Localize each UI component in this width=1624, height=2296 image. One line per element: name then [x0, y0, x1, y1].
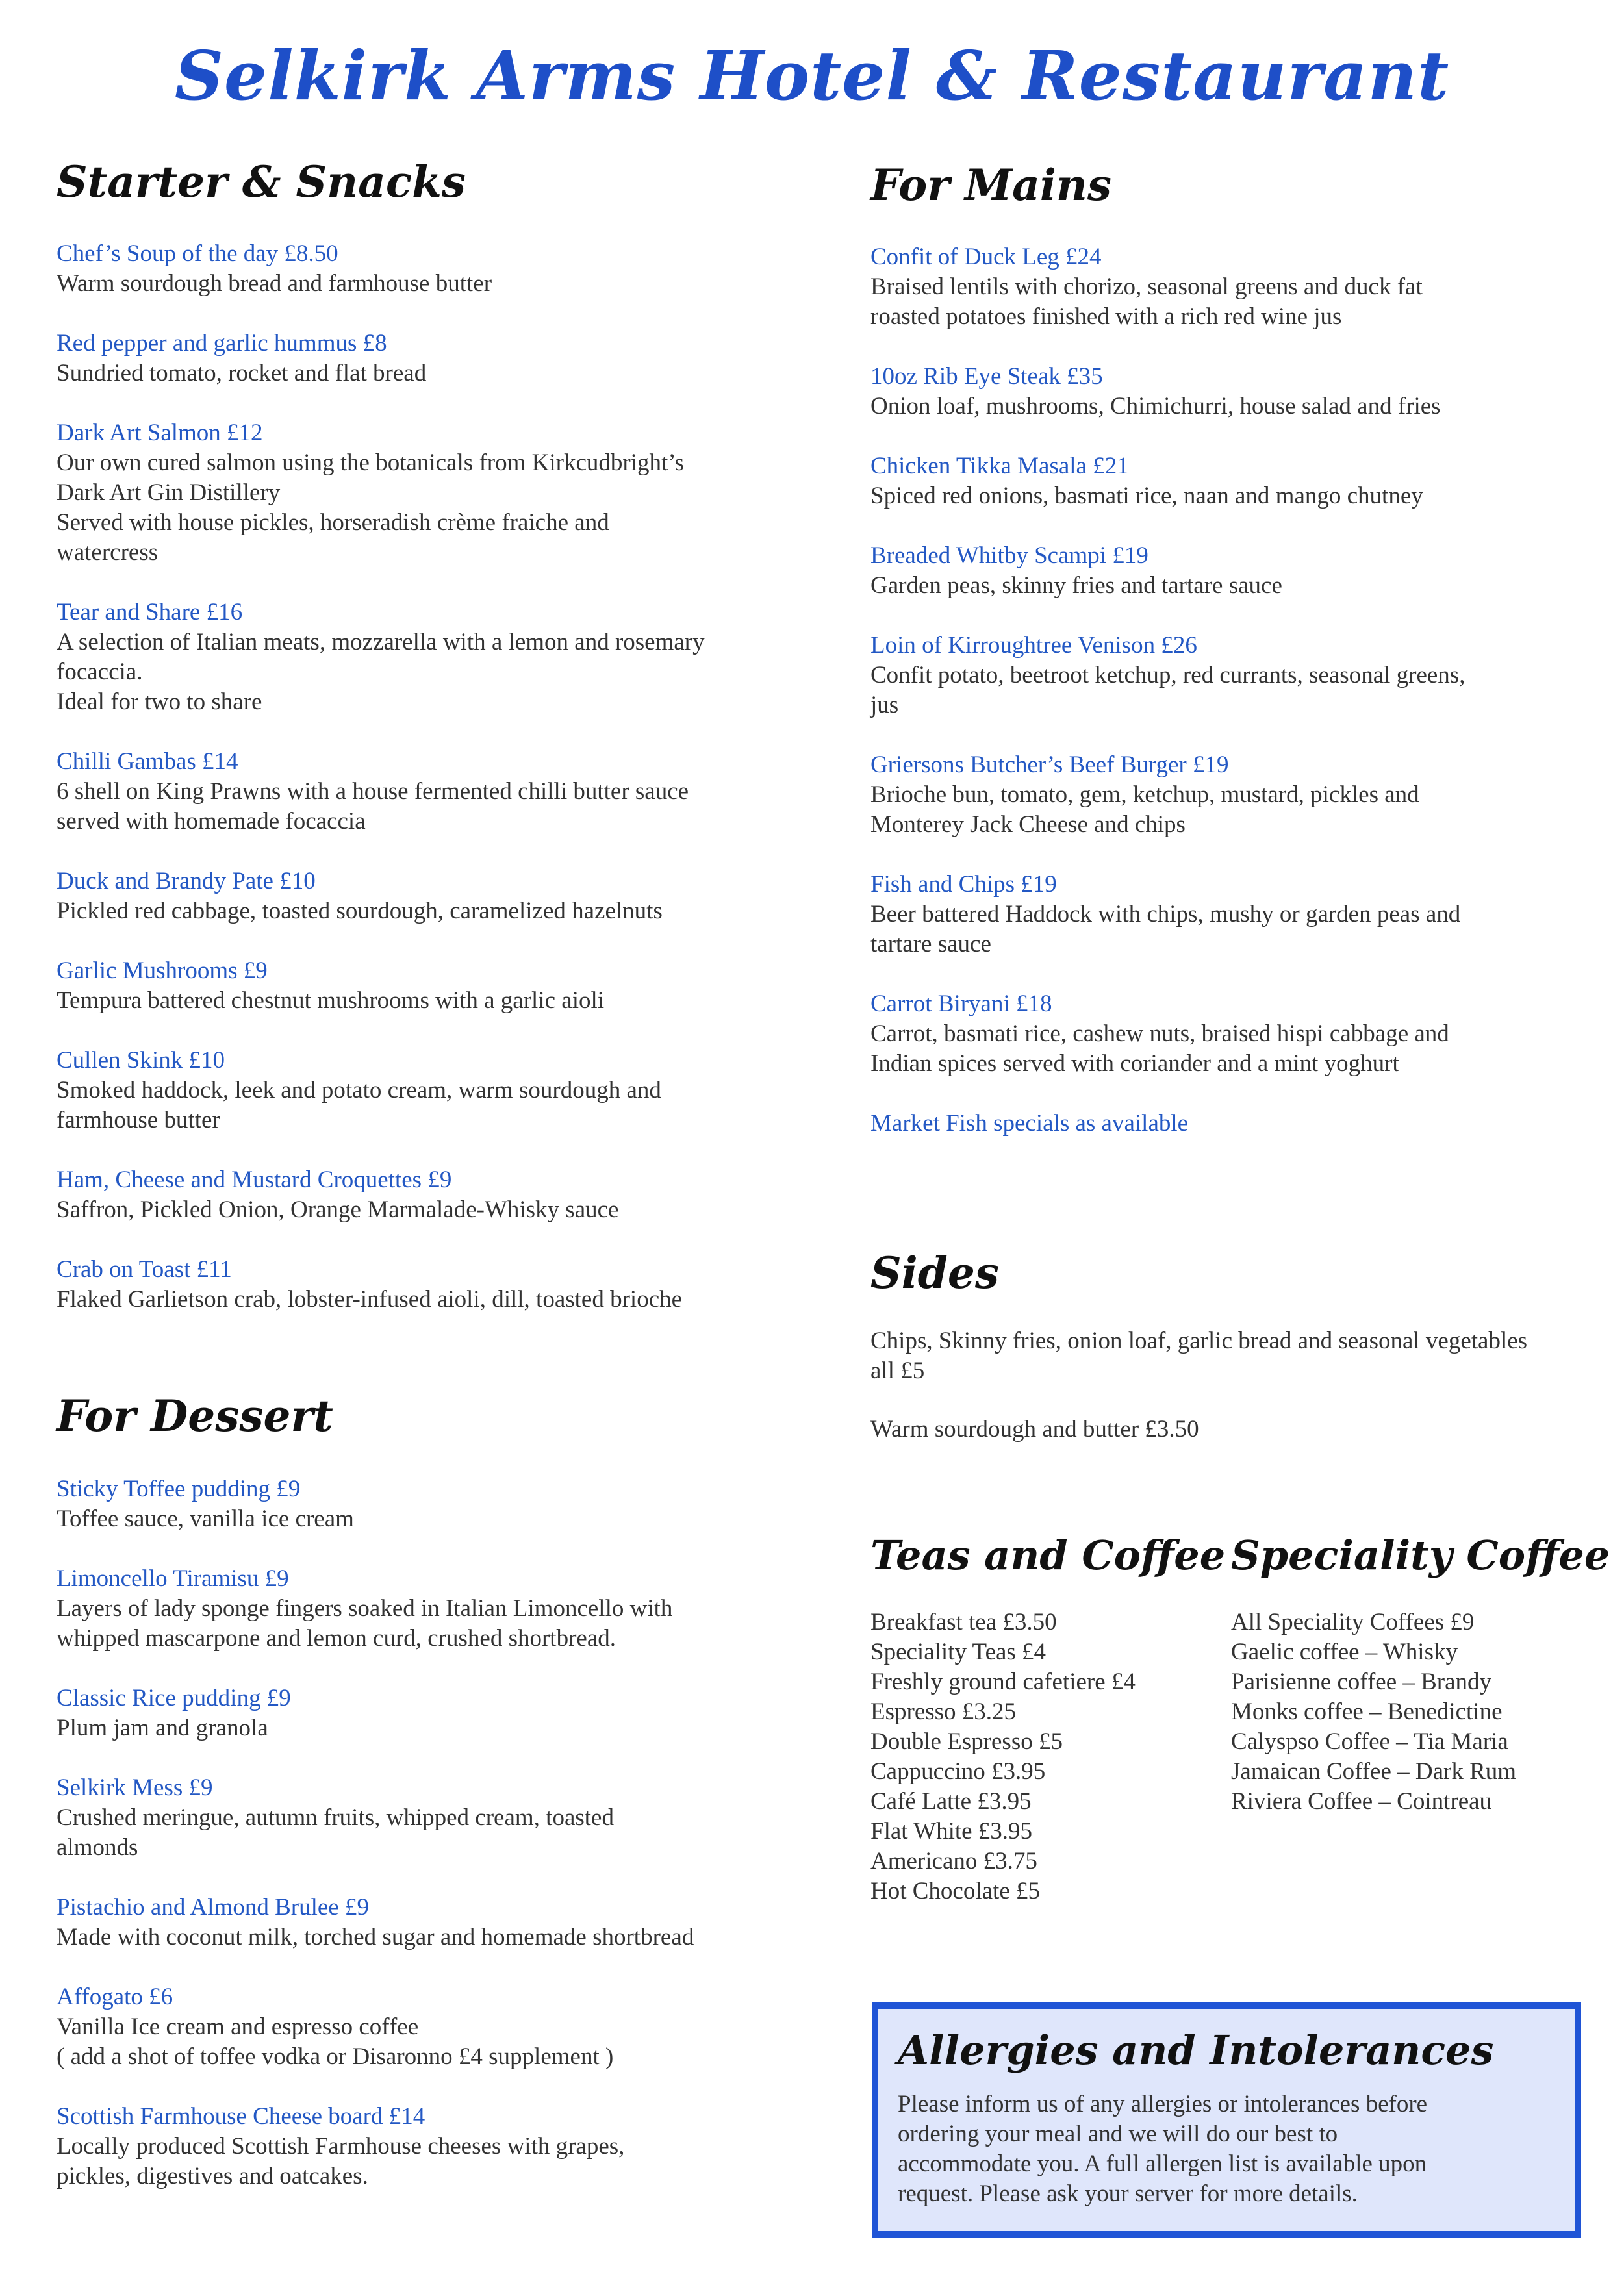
menu-item — [870, 989, 1598, 1079]
menu-item-description: Toffee sauce, vanilla ice cream — [57, 1506, 354, 1532]
mains-section — [870, 159, 1598, 1139]
starters-heading: Starter & Snacks — [57, 157, 466, 207]
menu-item — [870, 541, 1598, 601]
menu-item — [57, 747, 823, 837]
menu-item-title: Chef’s Soup of the day £8.50 — [57, 240, 338, 267]
menu-item-description: Crushed meringue, autumn fruits, whipped cream, toasted almonds — [57, 1804, 614, 1861]
drink-line: Flat White £3.95 — [870, 1818, 1033, 1845]
menu-item-title: Garlic Mushrooms £9 — [57, 957, 268, 984]
menu-item — [57, 2102, 823, 2191]
menu-item-title: Selkirk Mess £9 — [57, 1774, 213, 1801]
menu-item — [57, 1982, 823, 2072]
drink-line: Monks coffee – Benedictine — [1231, 1698, 1503, 1725]
teas-section — [870, 1530, 1226, 1906]
menu-item — [57, 1684, 823, 1743]
menu-item-description: Warm sourdough bread and farmhouse butter — [57, 270, 492, 297]
menu-item-title: Duck and Brandy Pate £10 — [57, 868, 316, 894]
menu-item-title: Ham, Cheese and Mustard Croquettes £9 — [57, 1167, 452, 1193]
menu-item-description: Layers of lady sponge fingers soaked in Italian Limoncello with whipped mascarpone and lemon curd, crushed shortbread. — [57, 1595, 673, 1652]
drink-line: Parisienne coffee – Brandy — [1231, 1669, 1492, 1695]
sides-section — [870, 1247, 1598, 1444]
menu-item-title: Red pepper and garlic hummus £8 — [57, 330, 387, 357]
page-title: Selkirk Arms Hotel & Restaurant — [174, 36, 1450, 116]
menu-item-title: Griersons Butcher’s Beef Burger £19 — [870, 751, 1229, 778]
speciality-heading: Speciality Coffee — [1231, 1532, 1610, 1579]
drink-line: Cappuccino £3.95 — [870, 1758, 1046, 1785]
menu-item-description: Plum jam and granola — [57, 1715, 268, 1741]
menu-item-description: Carrot, basmati rice, cashew nuts, braised hispi cabbage and Indian spices served with coriander and a mint yoghurt — [870, 1020, 1449, 1077]
menu-item-description: Braised lentils with chorizo, seasonal greens and duck fat roasted potatoes finished with a rich red wine jus — [870, 273, 1423, 330]
menu-item-title: Pistachio and Almond Brulee £9 — [57, 1894, 369, 1921]
menu-item-description: Sundried tomato, rocket and flat bread — [57, 360, 427, 386]
drink-line: Speciality Teas £4 — [870, 1639, 1047, 1665]
drink-line: Breakfast tea £3.50 — [870, 1609, 1057, 1635]
menu-item — [57, 956, 823, 1016]
menu-item-title: Classic Rice pudding £9 — [57, 1685, 291, 1711]
menu-item-description: Tempura battered chestnut mushrooms with a garlic aioli — [57, 987, 605, 1014]
menu-item-title: Crab on Toast £11 — [57, 1256, 232, 1283]
menu-item — [57, 418, 823, 568]
sides-heading: Sides — [870, 1248, 1000, 1298]
speciality-section — [1231, 1530, 1610, 1817]
menu-item-title: Confit of Duck Leg £24 — [870, 244, 1102, 270]
menu-item-description: Garden peas, skinny fries and tartare sauce — [870, 572, 1282, 599]
menu-item-title: Sticky Toffee pudding £9 — [57, 1476, 301, 1502]
menu-item-description: Confit potato, beetroot ketchup, red currants, seasonal greens, jus — [870, 662, 1465, 718]
menu-item-description: Brioche bun, tomato, gem, ketchup, mustard, pickles and Monterey Jack Cheese and chips — [870, 781, 1419, 838]
starters-list — [57, 239, 823, 1315]
menu-item-description: Onion loaf, mushrooms, Chimichurri, house salad and fries — [870, 393, 1441, 420]
menu-item — [57, 1773, 823, 1863]
teas-list — [870, 1608, 1221, 1906]
menu-item — [870, 451, 1598, 511]
menu-item-title: Fish and Chips £19 — [870, 871, 1057, 898]
drink-line: Double Espresso £5 — [870, 1728, 1063, 1755]
menu-item-description: Smoked haddock, leek and potato cream, warm sourdough and farmhouse butter — [57, 1077, 661, 1133]
menu-item — [57, 239, 823, 299]
drink-line: Café Latte £3.95 — [870, 1788, 1032, 1815]
menu-item — [57, 329, 823, 388]
mains-list — [870, 242, 1598, 1079]
drink-line: Espresso £3.25 — [870, 1698, 1017, 1725]
allergies-box — [872, 2002, 1581, 2238]
menu-item-title: Affogato £6 — [57, 1984, 173, 2010]
menu-item — [57, 1893, 823, 1952]
menu-item-description: Beer battered Haddock with chips, mushy or garden peas and tartare sauce — [870, 901, 1461, 957]
drink-line: All Speciality Coffees £9 — [1231, 1609, 1475, 1635]
menu-item-description: 6 shell on King Prawns with a house fermented chilli butter sauce served with homemade focaccia — [57, 778, 689, 835]
menu-item — [870, 242, 1598, 332]
menu-item-title: Tear and Share £16 — [57, 599, 243, 625]
menu-item-title: Loin of Kirroughtree Venison £26 — [870, 632, 1197, 659]
menu-item-description: Spiced red onions, basmati rice, naan and mango chutney — [870, 483, 1423, 509]
menu-item — [57, 866, 823, 926]
dessert-list — [57, 1474, 823, 2191]
allergies-heading: Allergies and Intolerances — [898, 2026, 1494, 2074]
menu-item-title: Scottish Farmhouse Cheese board £14 — [57, 2103, 425, 2130]
menu-item-description: Pickled red cabbage, toasted sourdough, caramelized hazelnuts — [57, 898, 663, 924]
menu-item-description: Made with coconut milk, torched sugar and homemade shortbread — [57, 1924, 694, 1950]
teas-heading: Teas and Coffee — [870, 1532, 1226, 1579]
menu-item-description: Flaked Garlietson crab, lobster-infused aioli, dill, toasted brioche — [57, 1286, 683, 1313]
menu-item — [57, 1474, 823, 1534]
menu-item-title: Cullen Skink £10 — [57, 1047, 225, 1074]
drink-line: Americano £3.75 — [870, 1848, 1037, 1874]
dessert-section — [57, 1390, 823, 2221]
drink-line: Calyspso Coffee – Tia Maria — [1231, 1728, 1508, 1755]
dessert-heading: For Dessert — [57, 1391, 333, 1441]
menu-item-title: Breaded Whitby Scampi £19 — [870, 542, 1148, 569]
menu-item — [870, 362, 1598, 422]
menu-item — [870, 750, 1598, 840]
mains-heading: For Mains — [870, 160, 1112, 210]
sides-line-2: Warm sourdough and butter £3.50 — [870, 1416, 1199, 1443]
drink-line: Jamaican Coffee – Dark Rum — [1231, 1758, 1517, 1785]
menu-item — [57, 1046, 823, 1135]
menu-item-title: Chilli Gambas £14 — [57, 748, 238, 775]
sides-line-1: Chips, Skinny fries, onion loaf, garlic bread and seasonal vegetables all £5 — [870, 1328, 1528, 1384]
menu-item-description: A selection of Italian meats, mozzarella with a lemon and rosemary focaccia. Ideal for two to share — [57, 629, 705, 715]
menu-item — [57, 598, 823, 717]
drink-line: Hot Chocolate £5 — [870, 1878, 1041, 1904]
drink-line: Riviera Coffee – Cointreau — [1231, 1788, 1492, 1815]
market-fish-note: Market Fish specials as available — [870, 1110, 1189, 1137]
menu-item-title: 10oz Rib Eye Steak £35 — [870, 363, 1103, 390]
menu-item — [57, 1165, 823, 1225]
allergies-text: Please inform us of any allergies or intolerances before ordering your meal and we will do our best to accommodate you. A full allergen list is available upon request. Please ask your server for more details. — [898, 2091, 1428, 2207]
menu-item — [57, 1255, 823, 1315]
menu-item-description: Locally produced Scottish Farmhouse cheeses with grapes, pickles, digestives and oatcakes. — [57, 2133, 625, 2189]
drink-line: Gaelic coffee – Whisky — [1231, 1639, 1458, 1665]
menu-item-description: Our own cured salmon using the botanicals from Kirkcudbright’s Dark Art Gin Distillery Served with house pickles, horseradish crème fraiche and watercress — [57, 449, 684, 566]
drink-line: Freshly ground cafetiere £4 — [870, 1669, 1136, 1695]
menu-item-title: Chicken Tikka Masala £21 — [870, 453, 1129, 479]
menu-item-title: Carrot Biryani £18 — [870, 990, 1052, 1017]
menu-item — [57, 1564, 823, 1654]
menu-item-description: Vanilla Ice cream and espresso coffee ( add a shot of toffee vodka or Disaronno £4 supplement ) — [57, 2013, 614, 2070]
starters-section — [57, 156, 823, 1344]
menu-item — [870, 870, 1598, 959]
menu-item-title: Limoncello Tiramisu £9 — [57, 1565, 289, 1592]
menu-item-description: Saffron, Pickled Onion, Orange Marmalade-Whisky sauce — [57, 1196, 619, 1223]
speciality-list — [1231, 1608, 1595, 1817]
menu-item — [870, 631, 1598, 720]
menu-item-title: Dark Art Salmon £12 — [57, 420, 263, 446]
